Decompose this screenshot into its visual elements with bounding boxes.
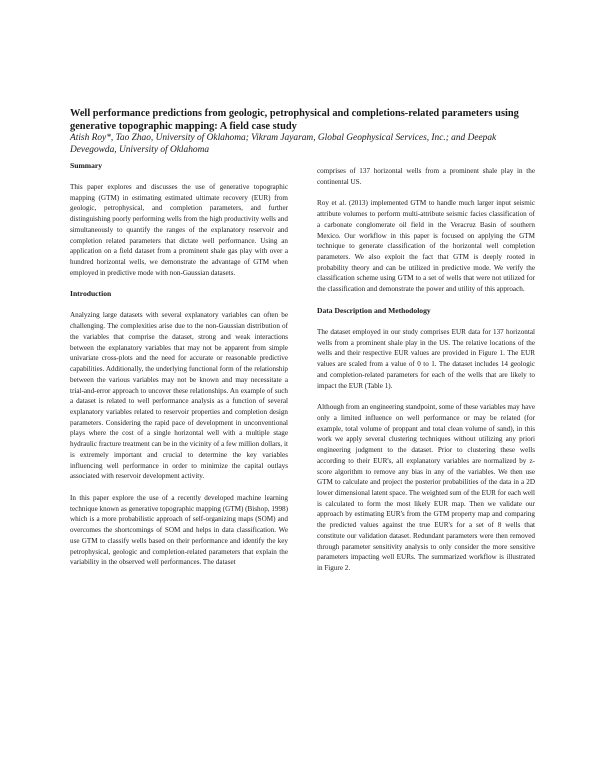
- summary-paragraph: This paper explores and discusses the use of generative topographic mapping (GTM) in estimating estimated ultimate recovery (EUR) from geologic, petrophysical, and completion parameters, and further distinguishing poorly performing wells from the high productivity wells and simultaneously to quantify the ranges of the explanatory reservoir and completion related parameters that dictate well performance. Using an application on a field dataset from a prominent shale gas play with over a hundred horizontal wells, we demonstrate the advantage of GTM when employed in predictive mode with non-Gaussian datasets.: [70, 183, 288, 277]
- data-paragraph-1: The dataset employed in our study comprises EUR data for 137 horizontal wells from a prominent shale play in the US. The relative locations of the wells and their respective EUR values are provided in Figure 1. The EUR values are scaled from a value of 0 to 1. The dataset includes 14 geologic and completion-related parameters for each of the wells that are likely to impact the EUR (Table 1).: [317, 327, 535, 390]
- author-list: Atish Roy*, Tao Zhao, University of Oklahoma; Vikram Jayaram, Global Geophysical Services, Inc.; and Deepak Devegowda, University of Oklahoma: [70, 133, 497, 155]
- introduction-paragraph-1: Analyzing large datasets with several explanatory variables can often be challenging. The complexities arise due to the non-Gaussian distribution of the variables that comprise the dataset, strong and weak interactions between the explanatory variables that may not be apparent from simple univariate cross-plots and the need for accurate or reasonable predictive capabilities. Additionally, the underlying functional form of the relationship between the various variables may not be known and may necessitate a trial-and-error approach to uncover these relationships. An example of such a dataset is related to well performance analysis as a function of several explanatory variables related to reservoir properties and completion design parameters. Considering the rapid pace of development in unconventional plays where the cost of a single horizontal well with a multiple stage hydraulic fracture treatment can be in the vicinity of a few million dollars, it is extremely important and crucial to determine the key variables influencing well performance in order to minimize the capital outlays associated with reservoir development activity.: [70, 311, 288, 481]
- summary-heading: Summary: [70, 161, 103, 170]
- introduction-paragraph-2: In this paper explore the use of a recently developed machine learning technique known as generative topographic mapping (GTM) (Bishop, 1998) which is a more probabilistic approach of self-organizing maps (SOM) and overcomes the shortcomings of SOM and helps in data classification. We use GTM to classify wells based on their performance and identify the key petrophysical, geologic and completion-related parameters that explain the variability in the observed well performances. The dataset: [70, 493, 288, 567]
- introduction-paragraph-2-continued: comprises of 137 horizontal wells from a prominent shale play in the continental US.: [317, 167, 535, 186]
- left-column: [70, 161, 288, 579]
- introduction-paragraph-3: Roy et al. (2013) implemented GTM to handle much larger input seismic attribute volumes to perform multi-attribute seismic facies classification of a carbonate conglomerate oil field in the Veracruz Basin of southern Mexico. Our workflow in this paper is focused on applying the GTM technique to generate classification of the horizontal well completion parameters. We also exploit the fact that GTM is deeply rooted in probability theory and can be utilized in predictive mode. We verify the classification scheme using GTM to a set of wells that were not utilized for the classification and demonstrate the power and utility of this approach.: [317, 199, 535, 294]
- right-column: [317, 166, 535, 585]
- paper-title: Well performance predictions from geologic, petrophysical and completions-related parameters using generative topographic mapping: A field case study: [70, 108, 519, 132]
- data-methodology-heading: Data Description and Methodology: [317, 305, 431, 315]
- introduction-heading: Introduction: [70, 289, 112, 299]
- data-paragraph-2: Although from an engineering standpoint, some of these variables may have only a limited influence on well performance or may be related (for example, total volume of proppant and total clean volume of sand), in this work we apply several clustering techniques without utilizing any priori engineering judgment to the dataset. Prior to clustering these wells according to their EUR's, all explanatory variables are normalized by z-score algorithm to remove any bias in any of the variables. We then use GTM to calculate and project the posterior probabilities of the data in a 2D lower dimensional latent space. The weighted sum of the EUR for each well is calculated to form the most likely EUR map. Then we validate our approach by estimating EUR's from the GTM property map and comparing the predicted values against the true EUR's for a set of 8 wells that constitute our validation dataset. Redundant parameters were then removed through parameter sensitivity analysis to only consider the more sensitive parameters impacting well EURs. The summarized workflow is illustrated in Figure 2.: [317, 403, 535, 572]
